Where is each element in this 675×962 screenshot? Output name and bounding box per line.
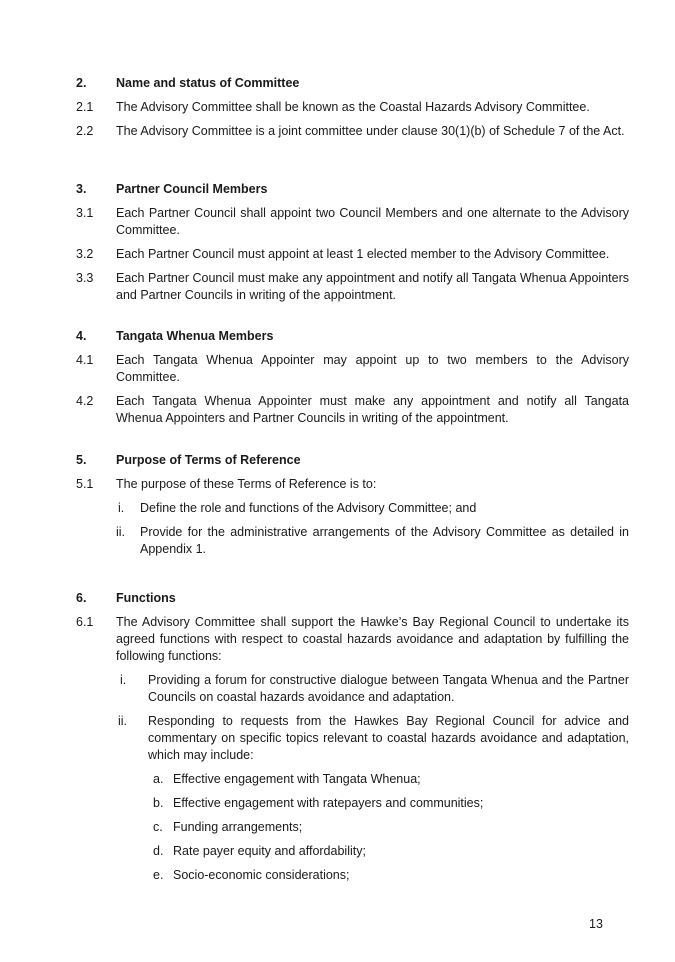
section-title: Functions (116, 591, 176, 605)
list-text: Provide for the administrative arrangements of the Advisory Committee as detailed in Appendix 1. (140, 525, 629, 556)
clause-2-2 (76, 123, 629, 140)
clause-text: The Advisory Committee shall support the Hawke’s Bay Regional Council to undertake its agreed functions with respect to coastal hazards avoidance and adaptation by fulfilling the following functions: (116, 615, 629, 663)
clause-4-2 (76, 393, 629, 427)
list-marker: ii. (118, 714, 128, 728)
function-subitem (116, 713, 629, 764)
list-text: Responding to requests from the Hawkes Bay Regional Council for advice and commentary on specific topics relevant to coastal hazards avoidance and adaptation, which may include: (148, 714, 629, 762)
list-text: Effective engagement with Tangata Whenua; (173, 772, 421, 786)
section-number: 5. (76, 453, 87, 467)
topic-list-item (153, 867, 629, 884)
list-marker: i. (120, 673, 127, 687)
section-number: 3. (76, 182, 87, 196)
clause-text: Each Partner Council shall appoint two Council Members and one alternate to the Advisory Committee. (116, 206, 629, 237)
clause-3-1 (76, 205, 629, 239)
list-marker: d. (153, 844, 164, 858)
clause-3-3 (76, 270, 629, 304)
list-marker: c. (153, 820, 163, 834)
list-marker: a. (153, 772, 164, 786)
topic-list-item (153, 795, 629, 812)
page-number: 13 (589, 917, 603, 931)
clause-text: The Advisory Committee is a joint committee under clause 30(1)(b) of Schedule 7 of the Act. (116, 124, 625, 138)
list-marker: b. (153, 796, 164, 810)
clause-text: Each Partner Council must make any appointment and notify all Tangata Whenua Appointers and Partner Councils in writing of the appointment. (116, 271, 629, 302)
section-title: Purpose of Terms of Reference (116, 453, 301, 467)
list-marker: ii. (116, 525, 126, 539)
list-marker: e. (153, 868, 164, 882)
list-text: Funding arrangements; (173, 820, 303, 834)
clause-text: Each Tangata Whenua Appointer must make any appointment and notify all Tangata Whenua Appointers and Partner Councils in writing of the appointment. (116, 394, 629, 425)
section-title: Name and status of Committee (116, 76, 300, 90)
clause-4-1 (76, 352, 629, 386)
clause-number: 2.1 (76, 100, 94, 114)
clause-number: 3.2 (76, 247, 94, 261)
clause-number: 6.1 (76, 615, 94, 629)
clause-number: 3.1 (76, 206, 94, 220)
function-subitem (116, 672, 629, 706)
list-text: Providing a forum for constructive dialogue between Tangata Whenua and the Partner Councils on coastal hazards avoidance and adaptation. (148, 673, 629, 704)
clause-number: 3.3 (76, 271, 94, 285)
section-title: Tangata Whenua Members (116, 329, 274, 343)
clause-number: 2.2 (76, 124, 94, 138)
clause-2-1 (76, 99, 629, 116)
section-title: Partner Council Members (116, 182, 268, 196)
clause-number: 4.1 (76, 353, 94, 367)
topic-list-item (153, 843, 629, 860)
list-text: Socio-economic considerations; (173, 868, 350, 882)
list-text: Rate payer equity and affordability; (173, 844, 366, 858)
purpose-subitem (116, 524, 629, 558)
topic-list-item (153, 771, 629, 788)
section-number: 4. (76, 329, 87, 343)
clause-5-1 (76, 476, 629, 493)
clause-6-1 (76, 614, 629, 665)
clause-text: Each Tangata Whenua Appointer may appoint up to two members to the Advisory Committee. (116, 353, 629, 384)
topic-list-item (153, 819, 629, 836)
clause-text: Each Partner Council must appoint at least 1 elected member to the Advisory Committee. (116, 247, 610, 261)
clause-number: 5.1 (76, 477, 94, 491)
clause-number: 4.2 (76, 394, 94, 408)
clause-text: The Advisory Committee shall be known as the Coastal Hazards Advisory Committee. (116, 100, 590, 114)
list-text: Effective engagement with ratepayers and communities; (173, 796, 484, 810)
list-text: Define the role and functions of the Advisory Committee; and (140, 501, 477, 515)
list-marker: i. (118, 501, 125, 515)
section-number: 6. (76, 591, 87, 605)
purpose-subitem (116, 500, 629, 517)
clause-text: The purpose of these Terms of Reference is to: (116, 477, 377, 491)
clause-3-2 (76, 246, 629, 263)
section-number: 2. (76, 76, 87, 90)
